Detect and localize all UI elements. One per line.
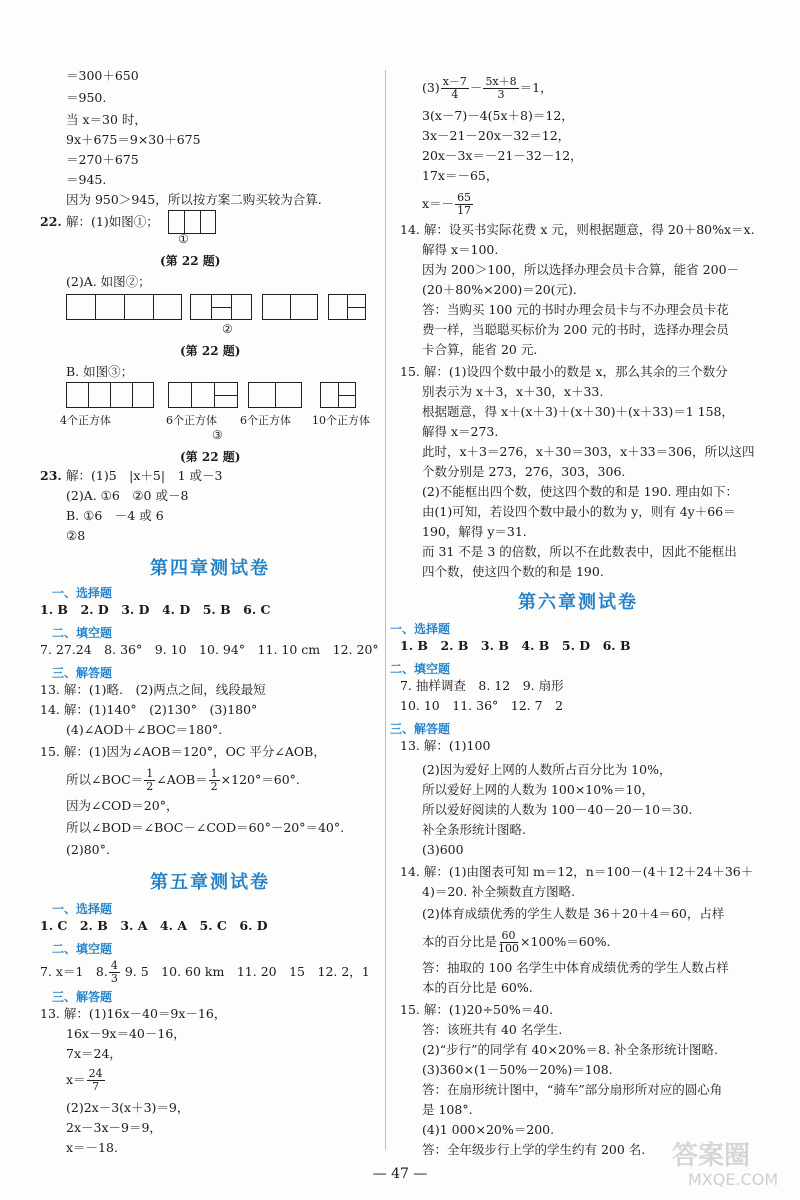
text-line: 7x＝24， [66,1046,122,1061]
text-line: (2)A. ①6 ②0 或－8 [66,488,189,503]
question-number: 22. [40,214,62,229]
text-fragment: ×100%＝60%. [520,934,611,949]
figure-caption: (第 22 题) [180,344,241,358]
text-line: B. 如图③； [66,364,134,379]
text-line: 解得 x＝273. [422,424,499,439]
text-fragment: ＝1， [519,80,553,95]
text-line: (4)1 000×20%＝200. [422,1122,555,1137]
text-line: (2)不能框出四个数，使这四个数的和是 190. 理由如下： [422,484,738,499]
text-line: 14. 解：设买书实际花费 x 元，则根据题意，得 20＋80%x＝x. [400,222,755,237]
text-line: 13. 解：(1)100 [400,738,491,753]
figure-label: 10个正方体 [312,414,370,427]
answer-line: 7. 27.24 8. 36° 9. 10 10. 94° 11. 10 cm 12. 20° [40,642,379,657]
text-line: 解：(1)如图①； [66,214,159,229]
figure-22-2 [66,294,366,320]
fraction-denominator: 3 [497,88,505,101]
text-fragment: ×120°＝60°. [220,772,300,787]
fraction-denominator: 2 [210,780,218,793]
figure-22-1 [168,210,216,234]
text-line: 13. 解：(1)16x－40＝9x－16， [40,1006,227,1021]
fraction-numerator: 4 [110,959,118,972]
text-fragment: 本的百分比是 [422,934,498,949]
text-line [66,768,300,793]
answer-line: 1. B 2. D 3. D 4. D 5. B 6. C [40,602,271,617]
answer-line: 10. 10 11. 36° 12. 7 2 [400,698,564,713]
fraction-denominator: 100 [498,942,520,955]
chapter-title: 第五章测试卷 [150,872,270,893]
text-line: 15. 解：(1)20÷50%＝40. [400,1002,554,1017]
answer-line: 1. B 2. B 3. B 4. B 5. D 6. B [400,638,631,653]
text-line: 14. 解：(1)由图表可知 m＝12，n＝100－(4＋12＋24＋36＋ [400,864,754,879]
figure-label: ① [178,232,189,246]
fraction [441,76,469,101]
text-line [66,1068,106,1093]
fraction-numerator: x－7 [442,75,467,88]
chapter-title: 第四章测试卷 [150,558,270,579]
fraction [87,1068,105,1093]
chapter-title: 第六章测试卷 [518,592,638,613]
fraction [209,768,220,793]
text-line: 答：该班共有 40 名学生. [422,1022,563,1037]
section-heading: 二、填空题 [52,942,113,956]
fraction-numerator: 1 [210,767,218,780]
text-line: 个数分别是 273，276，303，306. [422,464,626,479]
text-line: 所以爱好上网的人数为 100×10%＝10， [422,782,654,797]
fraction-numerator: 60 [501,929,516,942]
text-fragment: 9. 5 10. 60 km 11. 20 15 12. 2，1 [124,964,370,979]
text-line: (2)2x－3(x＋3)＝9， [66,1100,190,1115]
answer-line: 1. C 2. B 3. A 4. A 5. C 6. D [40,918,268,933]
text-line: x＝－18. [66,1140,118,1155]
text-line: 费一样，当聪聪买标价为 200 元的书时，选择办理会员 [422,322,729,337]
figure-label: 6个正方体 [240,414,291,427]
text-fragment: － [469,80,483,95]
text-line: 解：(1)5 |x＋5| 1 或－3 [66,468,223,483]
section-heading: 二、填空题 [52,626,113,640]
text-line: (2)80°. [66,842,110,857]
text-line: 15. 解：(1)设四个数中最小的数是 x，那么其余的三个数分 [400,364,728,379]
text-line: 答：当购买 100 元的书时办理会员卡与不办理会员卡花 [422,302,729,317]
text-line: 答：在扇形统计图中，“骑车”部分扇形所对应的圆心角 [422,1082,723,1097]
text-line: 3(x－7)－4(5x＋8)＝12， [422,108,574,123]
fraction-denominator: 4 [451,88,459,101]
text-line: 而 31 不是 3 的倍数，所以不在此数表中，因此不能框出 [422,544,737,559]
fraction-denominator: 17 [457,204,472,217]
section-heading: 三、解答题 [390,722,451,736]
text-line: 因为∠COD＝20°， [66,798,179,813]
text-line: (2)A. 如图②； [66,274,151,289]
text-line: (2)体育成绩优秀的学生人数是 36＋20＋4＝60，占样 [422,906,725,921]
figure-label: ② [222,322,233,336]
fraction-denominator: 7 [92,1080,100,1093]
fraction-numerator: 24 [88,1067,103,1080]
text-fragment: (3) [422,80,440,95]
text-line: 3x－21－20x－32＝12， [422,128,571,143]
text-line: 是 108°. [422,1102,473,1117]
fraction [144,768,155,793]
text-line: B. ①6 －4 或 6 [66,508,164,523]
text-line: 卡合算，能省 20 元. [422,342,538,357]
text-line: (3)360×(1－50%－20%)＝108. [422,1062,613,1077]
figure-caption: (第 22 题) [160,254,221,268]
text-line [422,76,553,101]
text-line: 17x＝－65， [422,168,499,183]
fraction [498,930,519,955]
fraction-numerator: 5x＋8 [485,75,517,88]
text-line: 9x＋675＝9×30＋675 [66,132,201,147]
text-line: 本的百分比是 60%. [422,980,533,995]
text-line: (4)∠AOD＋∠BOC＝180°. [66,722,223,737]
text-line: (3)600 [422,842,464,857]
page-number: — 47 — [372,1166,428,1182]
answer-line: 7. 抽样调查 8. 12 9. 扇形 [400,678,564,693]
fraction-numerator: 1 [146,767,154,780]
fraction [483,76,518,101]
fraction [455,192,473,217]
figure-22-3 [66,382,366,408]
text-line: 190，解得 y＝31. [422,524,527,539]
text-line [422,192,474,217]
text-fragment: ∠AOB＝ [156,772,208,787]
figure-label: 4个正方体 [60,414,111,427]
figure-label: 6个正方体 [166,414,217,427]
text-line: 解得 x＝100. [422,242,499,257]
section-heading: 三、解答题 [52,666,113,680]
text-line: 当 x＝30 时， [66,112,147,127]
text-line: (2)“步行”的同学有 40×20%＝8. 补全条形统计图略. [422,1042,718,1057]
text-line: 14. 解：(1)140° (2)130° (3)180° [40,702,258,717]
text-fragment: x＝－ [422,196,455,211]
text-fragment: x＝ [66,1072,86,1087]
text-line: 补全条形统计图略. [422,822,526,837]
text-line: 因为 950＞945，所以按方案二购买较为合算. [66,192,322,207]
column-divider [385,70,386,1150]
text-line: 13. 解：(1)略. (2)两点之间，线段最短 [40,682,266,697]
text-line: 此时，x＋3＝276，x＋30＝303，x＋33＝306，所以这四 [422,444,755,459]
fraction-numerator: 65 [457,191,472,204]
text-line: 由(1)可知，若设四个数中最小的数为 y，则有 4y＋66＝ [422,504,736,519]
watermark-logo: 答案圈 [672,1141,751,1171]
fraction-denominator: 2 [146,780,154,793]
watermark-url: MXQE.COM [688,1170,779,1189]
text-fragment: 所以∠BOC＝ [66,772,144,787]
figure-caption: (第 22 题) [180,450,241,464]
text-line: ＝300＋650 [66,68,139,83]
answer-line [40,960,370,985]
text-line: 4)＝20. 补全频数直方图略. [422,884,576,899]
text-line: 20x－3x＝－21－32－12， [422,148,583,163]
text-line: 四个数，使这四个数的和是 190. [422,564,604,579]
text-line: 15. 解：(1)因为∠AOB＝120°，OC 平分∠AOB， [40,744,326,759]
text-line: 答：抽取的 100 名学生中体育成绩优秀的学生人数占样 [422,960,729,975]
text-line: 根据题意，得 x＋(x＋3)＋(x＋30)＋(x＋33)＝1 158， [422,404,734,419]
text-line: 所以∠BOD＝∠BOC－∠COD＝60°－20°＝40°. [66,820,345,835]
section-heading: 一、选择题 [52,902,113,916]
section-heading: 一、选择题 [390,622,451,636]
text-line: 因为 200＞100，所以选择办理会员卡合算，能省 200－ [422,262,740,277]
section-heading: 二、填空题 [390,662,451,676]
question-number: 23. [40,468,62,483]
text-line: 所以爱好阅读的人数为 100－40－20－10＝30. [422,802,693,817]
text-line: 16x－9x＝40－16， [66,1026,186,1041]
text-line: 2x－3x－9＝9， [66,1120,162,1135]
text-line: (20＋80%×200)＝20(元). [422,282,577,297]
text-line: ＝950. [66,90,107,105]
figure-label: ③ [212,428,223,442]
text-line: 答：全年级步行上学的学生约有 200 名. [422,1142,646,1157]
section-heading: 一、选择题 [52,586,113,600]
text-line: ＝945. [66,172,107,187]
text-line: ＝270＋675 [66,152,139,167]
text-line: (2)因为爱好上网的人数所占百分比为 10%， [422,762,672,777]
section-heading: 三、解答题 [52,990,113,1004]
text-line [422,930,610,955]
text-line: ②8 [66,528,86,543]
fraction-denominator: 3 [110,972,118,985]
text-fragment: 7. x＝1 8. [40,964,108,979]
fraction [109,960,120,985]
text-line: 别表示为 x＋3，x＋30，x＋33. [422,384,604,399]
